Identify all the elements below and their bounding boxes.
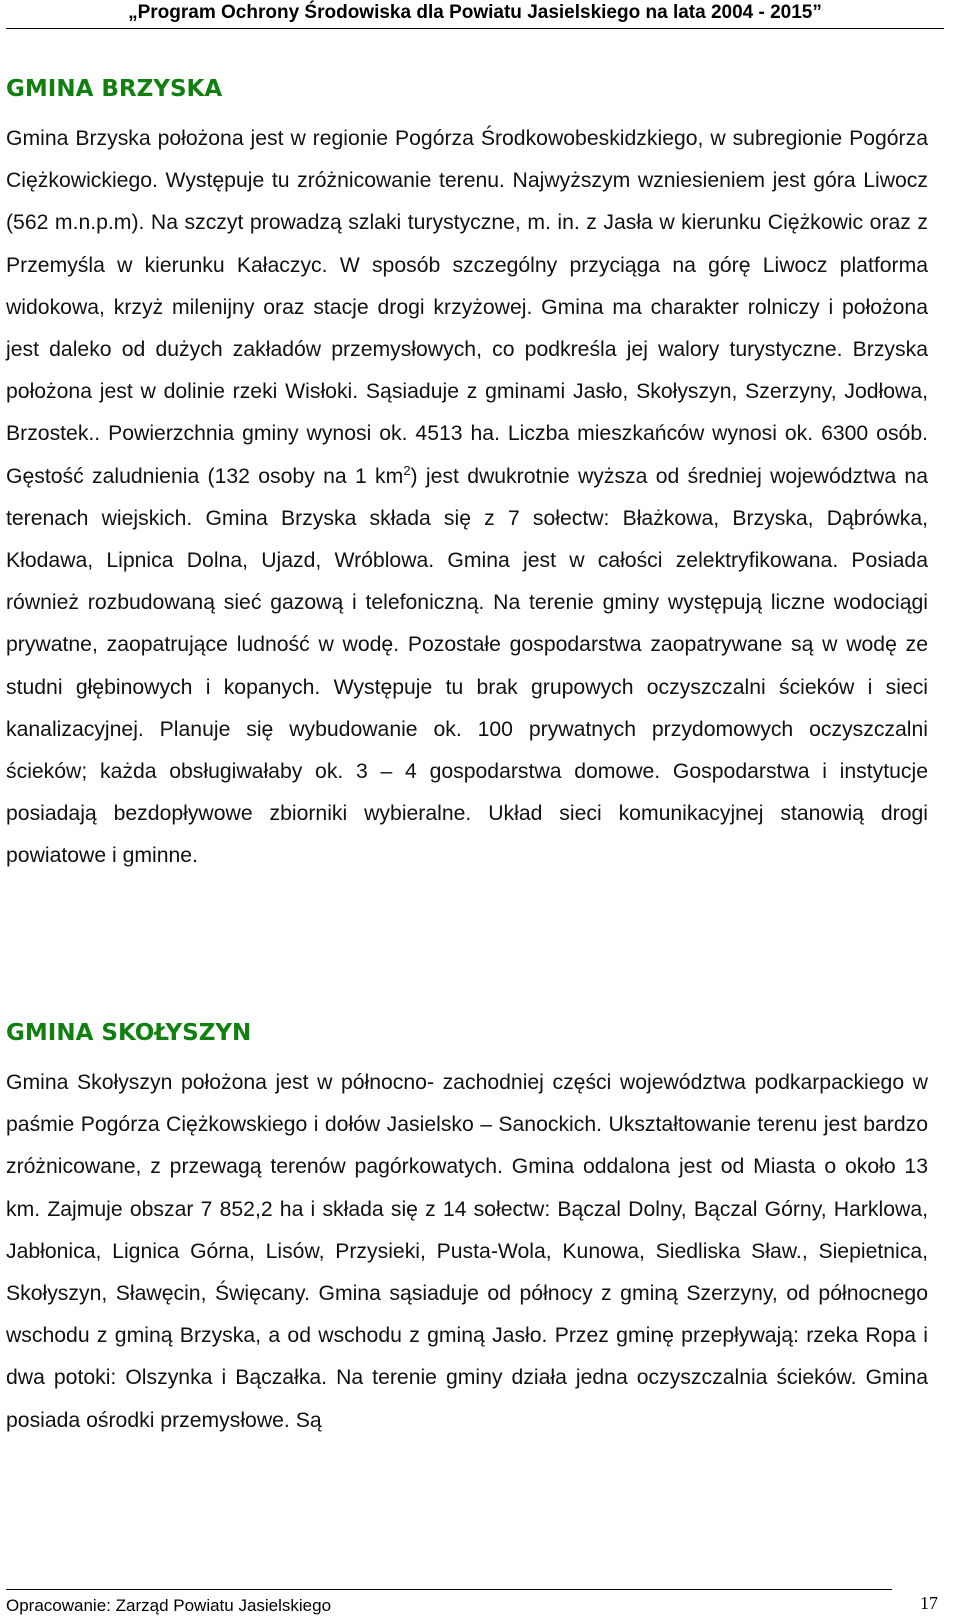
paragraph-brzyska: [6, 118, 928, 878]
paragraph-skolyszyn: Gmina Skołyszyn położona jest w północno- zachodniej części województwa podkarpackiego w paśmie Pogórza Ciężkowskiego i dołów Jasielsko – Sanockich. Ukształtowanie terenu jest bardzo zróżnicowane, z przewagą terenów pagórkowatych. Gmina oddalona jest od Miasta o około 13 km. Zajmuje obszar 7 852,2 ha i składa się z 14 sołectw: Bączal Dolny, Bączal Górny, Harklowa, Jabłonica, Lignica Górna, Lisów, Przysieki, Pusta-Wola, Kunowa, Siedliska Sław., Siepietnica, Skołyszyn, Sławęcin, Święcany. Gmina sąsiaduje od północy z gminą Szerzyny, od północnego wschodu z gminą Brzyska, a od wschodu z gminą Jasło. Przez gminę przepływają: rzeka Ropa i dwa potoki: Olszynka i Bączałka. Na terenie gminy działa jedna oczyszczalnia ścieków. Gmina posiada ośrodki przemysłowe. Są: [6, 1071, 928, 1432]
section-title-skolyszyn: GMINA SKOŁYSZYN: [6, 1020, 252, 1046]
paragraph-brzyska-part1: Gmina Brzyska położona jest w regionie Pogórza Środkowobeskidzkiego, w subregionie Pogórza Ciężkowickiego. Występuje tu zróżnicowanie terenu. Najwyższym wzniesieniem jest góra Liwocz (562 m.n.p.m). Na szczyt prowadzą szlaki turystyczne, m. in. z Jasła w kierunku Ciężkowic oraz z Przemyśla w kierunku Kałaczyc. W sposób szczególny przyciąga na górę Liwocz platforma widokowa, krzyż milenijny oraz stacje drogi krzyżowej. Gmina ma charakter rolniczy i położona jest daleko od dużych zakładów przemysłowych, co podkreśla jej walory turystyczne. Brzyska położona jest w dolinie rzeki Wisłoki. Sąsiaduje z gminami Jasło, Skołyszyn, Szerzyny, Jodłowa, Brzostek.. Powierzchnia gminy wynosi ok. 4513 ha. Liczba mieszkańców wynosi ok. 6300 osób. Gęstość zaludnienia (132 osoby na 1 km: [6, 127, 928, 488]
superscript-km2: 2: [403, 462, 411, 478]
page-header: „Program Ochrony Środowiska dla Powiatu Jasielskiego na lata 2004 - 2015”: [6, 2, 944, 29]
footer-author: Opracowanie: Zarząd Powiatu Jasielskiego: [6, 1596, 332, 1615]
section-title-brzyska: GMINA BRZYSKA: [6, 76, 223, 102]
paragraph-brzyska-part2: ) jest dwukrotnie wyższa od średniej województwa na terenach wiejskich. Gmina Brzyska składa się z 7 sołectw: Błażkowa, Brzyska, Dąbrówka, Kłodawa, Lipnica Dolna, Ujazd, Wróblowa. Gmina jest w całości zelektryfikowana. Posiada również rozbudowaną sieć gazową i telefoniczną. Na terenie gminy występują liczne wodociągi prywatne, zaopatrujące ludność w wodę. Pozostałe gospodarstwa zaopatrywane są w wodę ze studni głębinowych i kopanych. Występuje tu brak grupowych oczyszczalni ścieków i sieci kanalizacyjnej. Planuje się wybudowanie ok. 100 prywatnych przydomowych oczyszczalni ścieków; każda obsługiwałaby ok. 3 – 4 gospodarstwa domowe. Gospodarstwa i instytucje posiadają bezdopływowe zbiorniki wybieralne. Układ sieci komunikacyjnej stanowią drogi powiatowe i gminne.: [6, 464, 928, 868]
footer-divider: [6, 1589, 892, 1590]
page-number: 17: [920, 1593, 938, 1613]
